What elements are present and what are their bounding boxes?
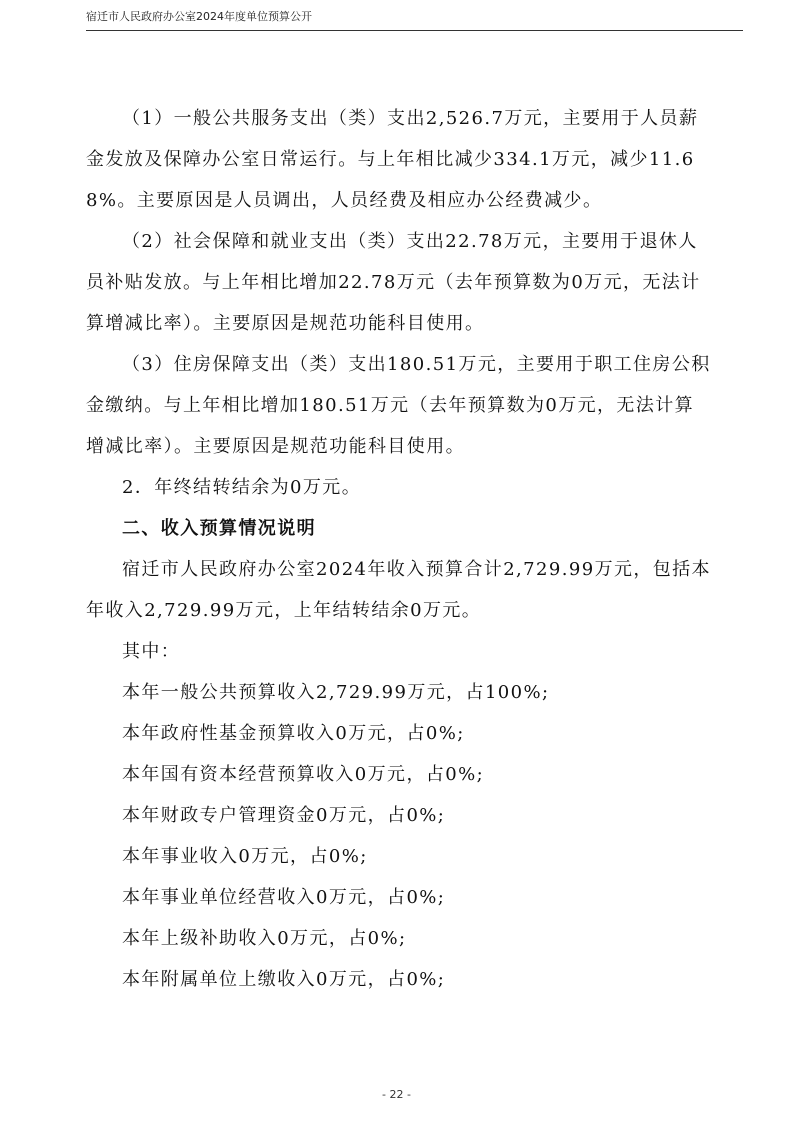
income-item: 本年上级补助收入0万元，占0%; [122,928,407,949]
income-item: 本年附属单位上缴收入0万元，占0%; [122,969,446,990]
header-title: 宿迁市人民政府办公室2024年度单位预算公开 [86,10,312,23]
income-item: 本年一般公共预算收入2,729.99万元，占100%; [122,682,550,703]
paragraph-year-end-balance: 2．年终结转结余为0万元。 [122,477,362,498]
document-body [86,98,712,1000]
income-item: 本年事业收入0万元，占0%; [122,846,368,867]
paragraph-among-which: 其中： [122,641,181,662]
paragraph-social-security: （2）社会保障和就业支出（类）支出22.78万元，主要用于退休人员补贴发放。与上年相比增加22.78万元（去年预算数为0万元，无法计算增减比率）。主要原因是规范功能科目使用。 [86,231,701,334]
paragraph-general-public-services: （1）一般公共服务支出（类）支出2,526.7万元，主要用于人员薪金发放及保障办公室日常运行。与上年相比减少334.1万元，减少11.68%。主要原因是人员调出，人员经费及相应办公经费减少。 [86,108,699,211]
income-item: 本年财政专户管理资金0万元，占0%; [122,805,446,826]
page-number: - 22 - [382,1088,411,1101]
income-item: 本年国有资本经营预算收入0万元，占0%; [122,764,485,785]
paragraph-housing-security: （3）住房保障支出（类）支出180.51万元，主要用于职工住房公积金缴纳。与上年相比增加180.51万元（去年预算数为0万元，无法计算增减比率）。主要原因是规范功能科目使用。 [86,354,711,457]
paragraph-income-total: 宿迁市人民政府办公室2024年收入预算合计2,729.99万元，包括本年收入2,729.99万元，上年结转结余0万元。 [86,559,711,621]
page-header [86,10,743,31]
income-item: 本年事业单位经营收入0万元，占0%; [122,887,446,908]
section-heading-income-budget: 二、收入预算情况说明 [122,518,316,539]
income-item: 本年政府性基金预算收入0万元，占0%; [122,723,465,744]
